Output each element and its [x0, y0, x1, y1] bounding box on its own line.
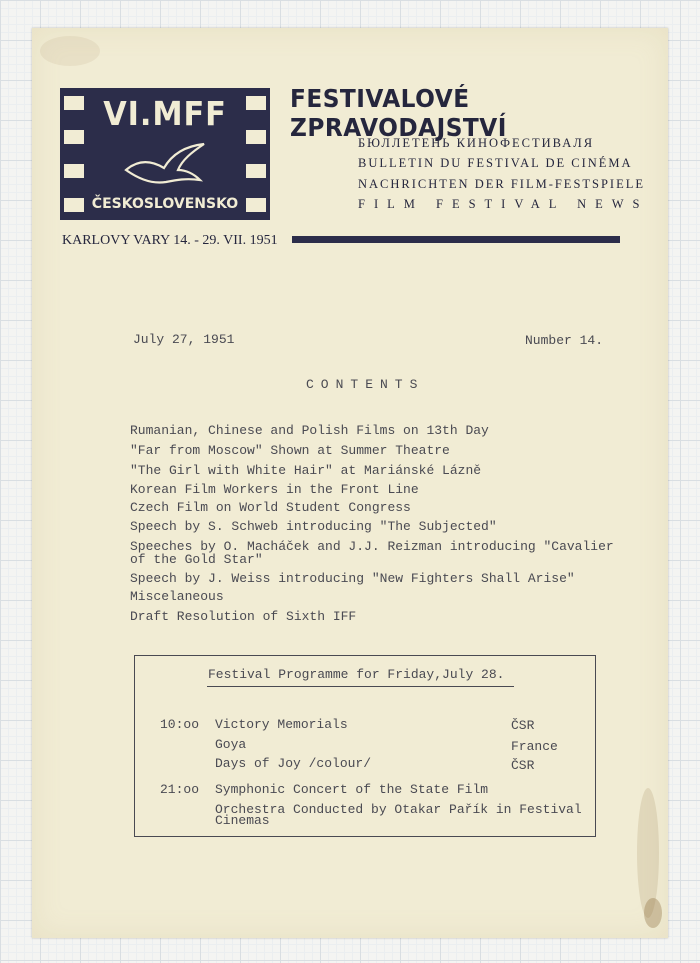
contents-item: Czech Film on World Student Congress — [130, 500, 411, 515]
venue-dates: KARLOVY VARY 14. - 29. VII. 1951 — [62, 233, 278, 248]
issue-number: Number 14. — [525, 333, 604, 348]
programme-country: France — [511, 739, 558, 754]
contents-item: Rumanian, Chinese and Polish Films on 13th Day — [130, 423, 489, 438]
contents-item: Speech by J. Weiss introducing "New Fighters Shall Arise" — [130, 571, 575, 586]
contents-item: Korean Film Workers in the Front Line — [130, 482, 419, 497]
contents-item-continued: of the Gold Star" — [130, 552, 263, 567]
stain — [40, 36, 100, 66]
contents-item: "Far from Moscow" Shown at Summer Theatre — [130, 443, 450, 458]
film-perforation — [64, 164, 84, 178]
contents-item: Miscelaneous — [130, 589, 224, 604]
bulletin-french: BULLETIN DU FESTIVAL DE CINÉMA — [358, 156, 633, 170]
programme-film: Victory Memorials — [215, 717, 348, 732]
masthead-title: FESTIVALOVÉ ZPRAVODAJSTVÍ — [290, 84, 507, 142]
programme-film: Symphonic Concert of the State Film — [215, 782, 489, 797]
contents-item: Speeches by O. Macháček and J.J. Reizman introducing "Cavalier — [130, 539, 614, 554]
contents-heading: CONTENTS — [306, 377, 425, 392]
contents-item: Draft Resolution of Sixth IFF — [130, 609, 357, 624]
programme-film: Goya — [215, 737, 247, 752]
programme-country: ČSR — [511, 758, 535, 773]
programme-film: Orchestra Conducted by Otakar Pařík in Festival — [215, 802, 582, 817]
header-rule — [292, 236, 620, 243]
bulletin-german: NACHRICHTEN DER FILM-FESTSPIELE — [358, 177, 646, 191]
logo-title: VI.MFF — [103, 94, 227, 133]
stain — [644, 898, 662, 928]
programme-title: Festival Programme for Friday,July 28. — [208, 667, 505, 682]
programme-film: Cinemas — [215, 813, 270, 828]
dove-icon — [120, 140, 210, 188]
bulletin-english: FILM FESTIVAL NEWS — [358, 197, 649, 211]
film-perforation — [246, 164, 266, 178]
programme-title-underline — [207, 686, 514, 687]
programme-film: Days of Joy /colour/ — [215, 756, 372, 771]
logo-subtitle: ČESKOSLOVENSKO — [91, 196, 239, 212]
festival-logo — [60, 88, 270, 220]
programme-time: 21:oo — [160, 782, 200, 797]
bulletin-russian: БЮЛЛЕТЕНЬ КИНОФЕСТИВАЛЯ — [358, 136, 595, 150]
programme-time: 10:oo — [160, 717, 200, 732]
contents-item: "The Girl with White Hair" at Mariánské Lázně — [130, 463, 482, 478]
issue-date: July 27, 1951 — [133, 332, 235, 347]
programme-country: ČSR — [511, 718, 535, 733]
contents-item: Speech by S. Schweb introducing "The Subjected" — [130, 519, 497, 534]
